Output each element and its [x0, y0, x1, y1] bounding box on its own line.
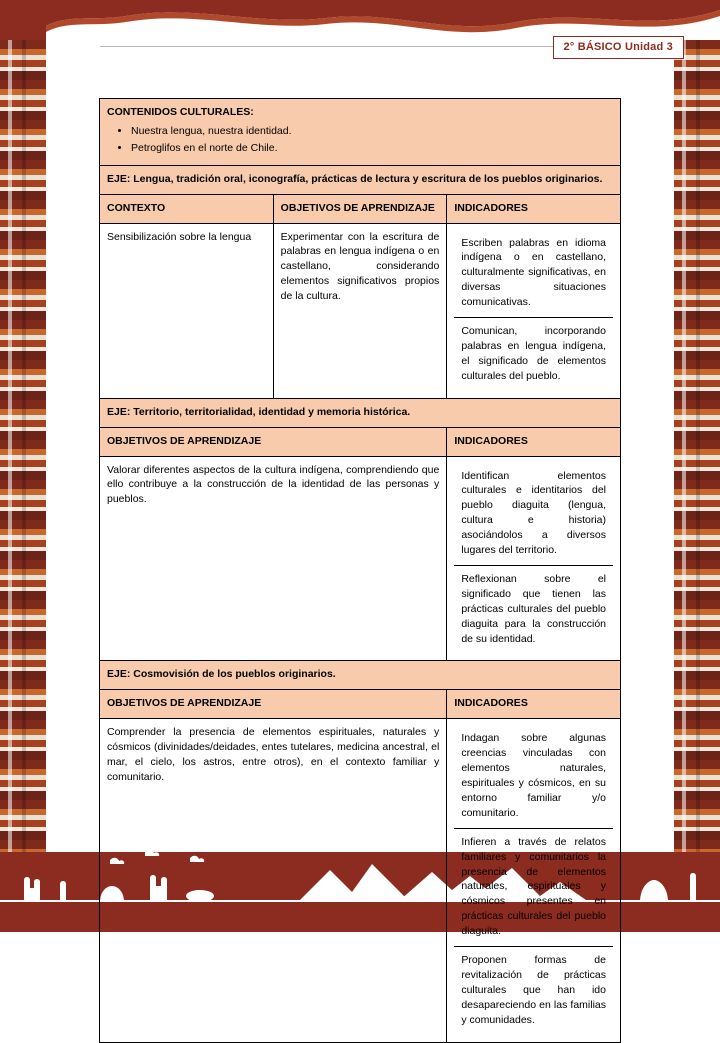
- indicador-text: Comunican, incorporando palabras en lengua indígena, el significado de elementos culturales del pueblo.: [461, 325, 606, 382]
- indicadores-subtable-3: [454, 725, 613, 1034]
- unit-badge: 2° BÁSICO Unidad 3: [553, 36, 684, 59]
- table-row-eje-1: [100, 165, 621, 194]
- table-row-eje-3: [100, 661, 621, 690]
- indicador-row: [454, 947, 613, 1035]
- table-row-headers-2: [100, 427, 621, 456]
- table-row-headers-3: [100, 690, 621, 719]
- table-row-body-3: [100, 719, 621, 1042]
- curriculum-table-container: [99, 98, 621, 1043]
- objetivo-cell-2: Valorar diferentes aspectos de la cultura indígena, comprendiendo que ello contribuye a la construcción de la identidad de las personas y pueblos.: [100, 456, 447, 661]
- right-border-gap: [668, 40, 674, 860]
- list-item: • Nuestra lengua, nuestra identidad.: [131, 124, 613, 139]
- indicador-text: Reflexionan sobre el significado que tienen las prácticas culturales del pueblo diaguita para la construcción de su identidad.: [461, 572, 606, 645]
- eje-heading-1: EJE: Lengua, tradición oral, iconografía, prácticas de lectura y escritura de los pueblos originarios.: [100, 165, 621, 194]
- indicador-text: Proponen formas de revitalización de prácticas culturales que han ido desapareciendo en las familias y comunidades.: [461, 954, 606, 1026]
- table-row-body-1: [100, 223, 621, 398]
- left-border-pattern: [0, 40, 46, 860]
- list-item: • Petroglifos en el norte de Chile.: [131, 141, 613, 156]
- contexto-cell-1: Sensibilización sobre la lengua: [100, 223, 274, 398]
- indicador-text: Escriben palabras en idioma indígena o en castellano, culturalmente significativas, en diversas situaciones comunicativas.: [454, 230, 613, 318]
- indicador-row: [454, 463, 613, 566]
- indicador-row: [454, 828, 613, 946]
- column-header-objetivos-2: OBJETIVOS DE APRENDIZAJE: [100, 427, 447, 456]
- indicador-row: [454, 318, 613, 391]
- objetivo-cell-1: Experimentar con la escritura de palabras en lengua indígena o en castellano, considerando elementos significativos propios de la cultura.: [273, 223, 447, 398]
- column-header-indicadores-2: INDICADORES: [447, 427, 621, 456]
- table-row-headers-1: [100, 194, 621, 223]
- indicadores-cell-1: [447, 223, 621, 398]
- table-row-body-2: [100, 456, 621, 661]
- left-border-gap: [46, 40, 52, 860]
- indicador-text: Identifican elementos culturales e identitarios del pueblo diaguita (lengua, cultura e historia) asociándolos a diversos lugares del territorio.: [454, 463, 613, 566]
- header-divider: [100, 46, 620, 47]
- indicador-row: [454, 725, 613, 828]
- table-row-eje-2: [100, 398, 621, 427]
- contenidos-cell: [100, 99, 621, 166]
- contenidos-title: CONTENIDOS CULTURALES:: [107, 106, 254, 118]
- right-border-pattern: [674, 40, 720, 860]
- indicadores-subtable-2: [454, 463, 613, 654]
- indicador-row: [454, 230, 613, 318]
- column-header-objetivos-1: OBJETIVOS DE APRENDIZAJE: [273, 194, 447, 223]
- objetivo-cell-3: Comprender la presencia de elementos espirituales, naturales y cósmicos (divinidades/deidades, entes tutelares, medicina ancestral, el mar, el cielo, los astros, entre otros), en el contexto familiar y comunitario.: [100, 719, 447, 1042]
- indicadores-cell-2: [447, 456, 621, 661]
- column-header-indicadores-1: INDICADORES: [447, 194, 621, 223]
- indicador-text: Infieren a través de relatos familiares y comunitarios la presencia de elementos naturales, espirituales y cósmicos presentes en prácticas culturales del pueblo diaguita.: [454, 828, 613, 946]
- contenidos-list: [107, 124, 613, 156]
- eje-heading-3: EJE: Cosmovisión de los pueblos originarios.: [100, 661, 621, 690]
- eje-heading-2: EJE: Territorio, territorialidad, identidad y memoria histórica.: [100, 398, 621, 427]
- column-header-objetivos-3: OBJETIVOS DE APRENDIZAJE: [100, 690, 447, 719]
- indicador-row: [454, 565, 613, 653]
- indicadores-subtable-1: [454, 230, 613, 391]
- column-header-contexto: CONTEXTO: [100, 194, 274, 223]
- table-row-contenidos: [100, 99, 621, 166]
- indicadores-cell-3: [447, 719, 621, 1042]
- curriculum-table: [99, 98, 621, 1043]
- indicador-text: Indagan sobre algunas creencias vinculadas con elementos naturales, espirituales y cósmicos, en su entorno familiar y/o comunitario.: [454, 725, 613, 828]
- column-header-indicadores-3: INDICADORES: [447, 690, 621, 719]
